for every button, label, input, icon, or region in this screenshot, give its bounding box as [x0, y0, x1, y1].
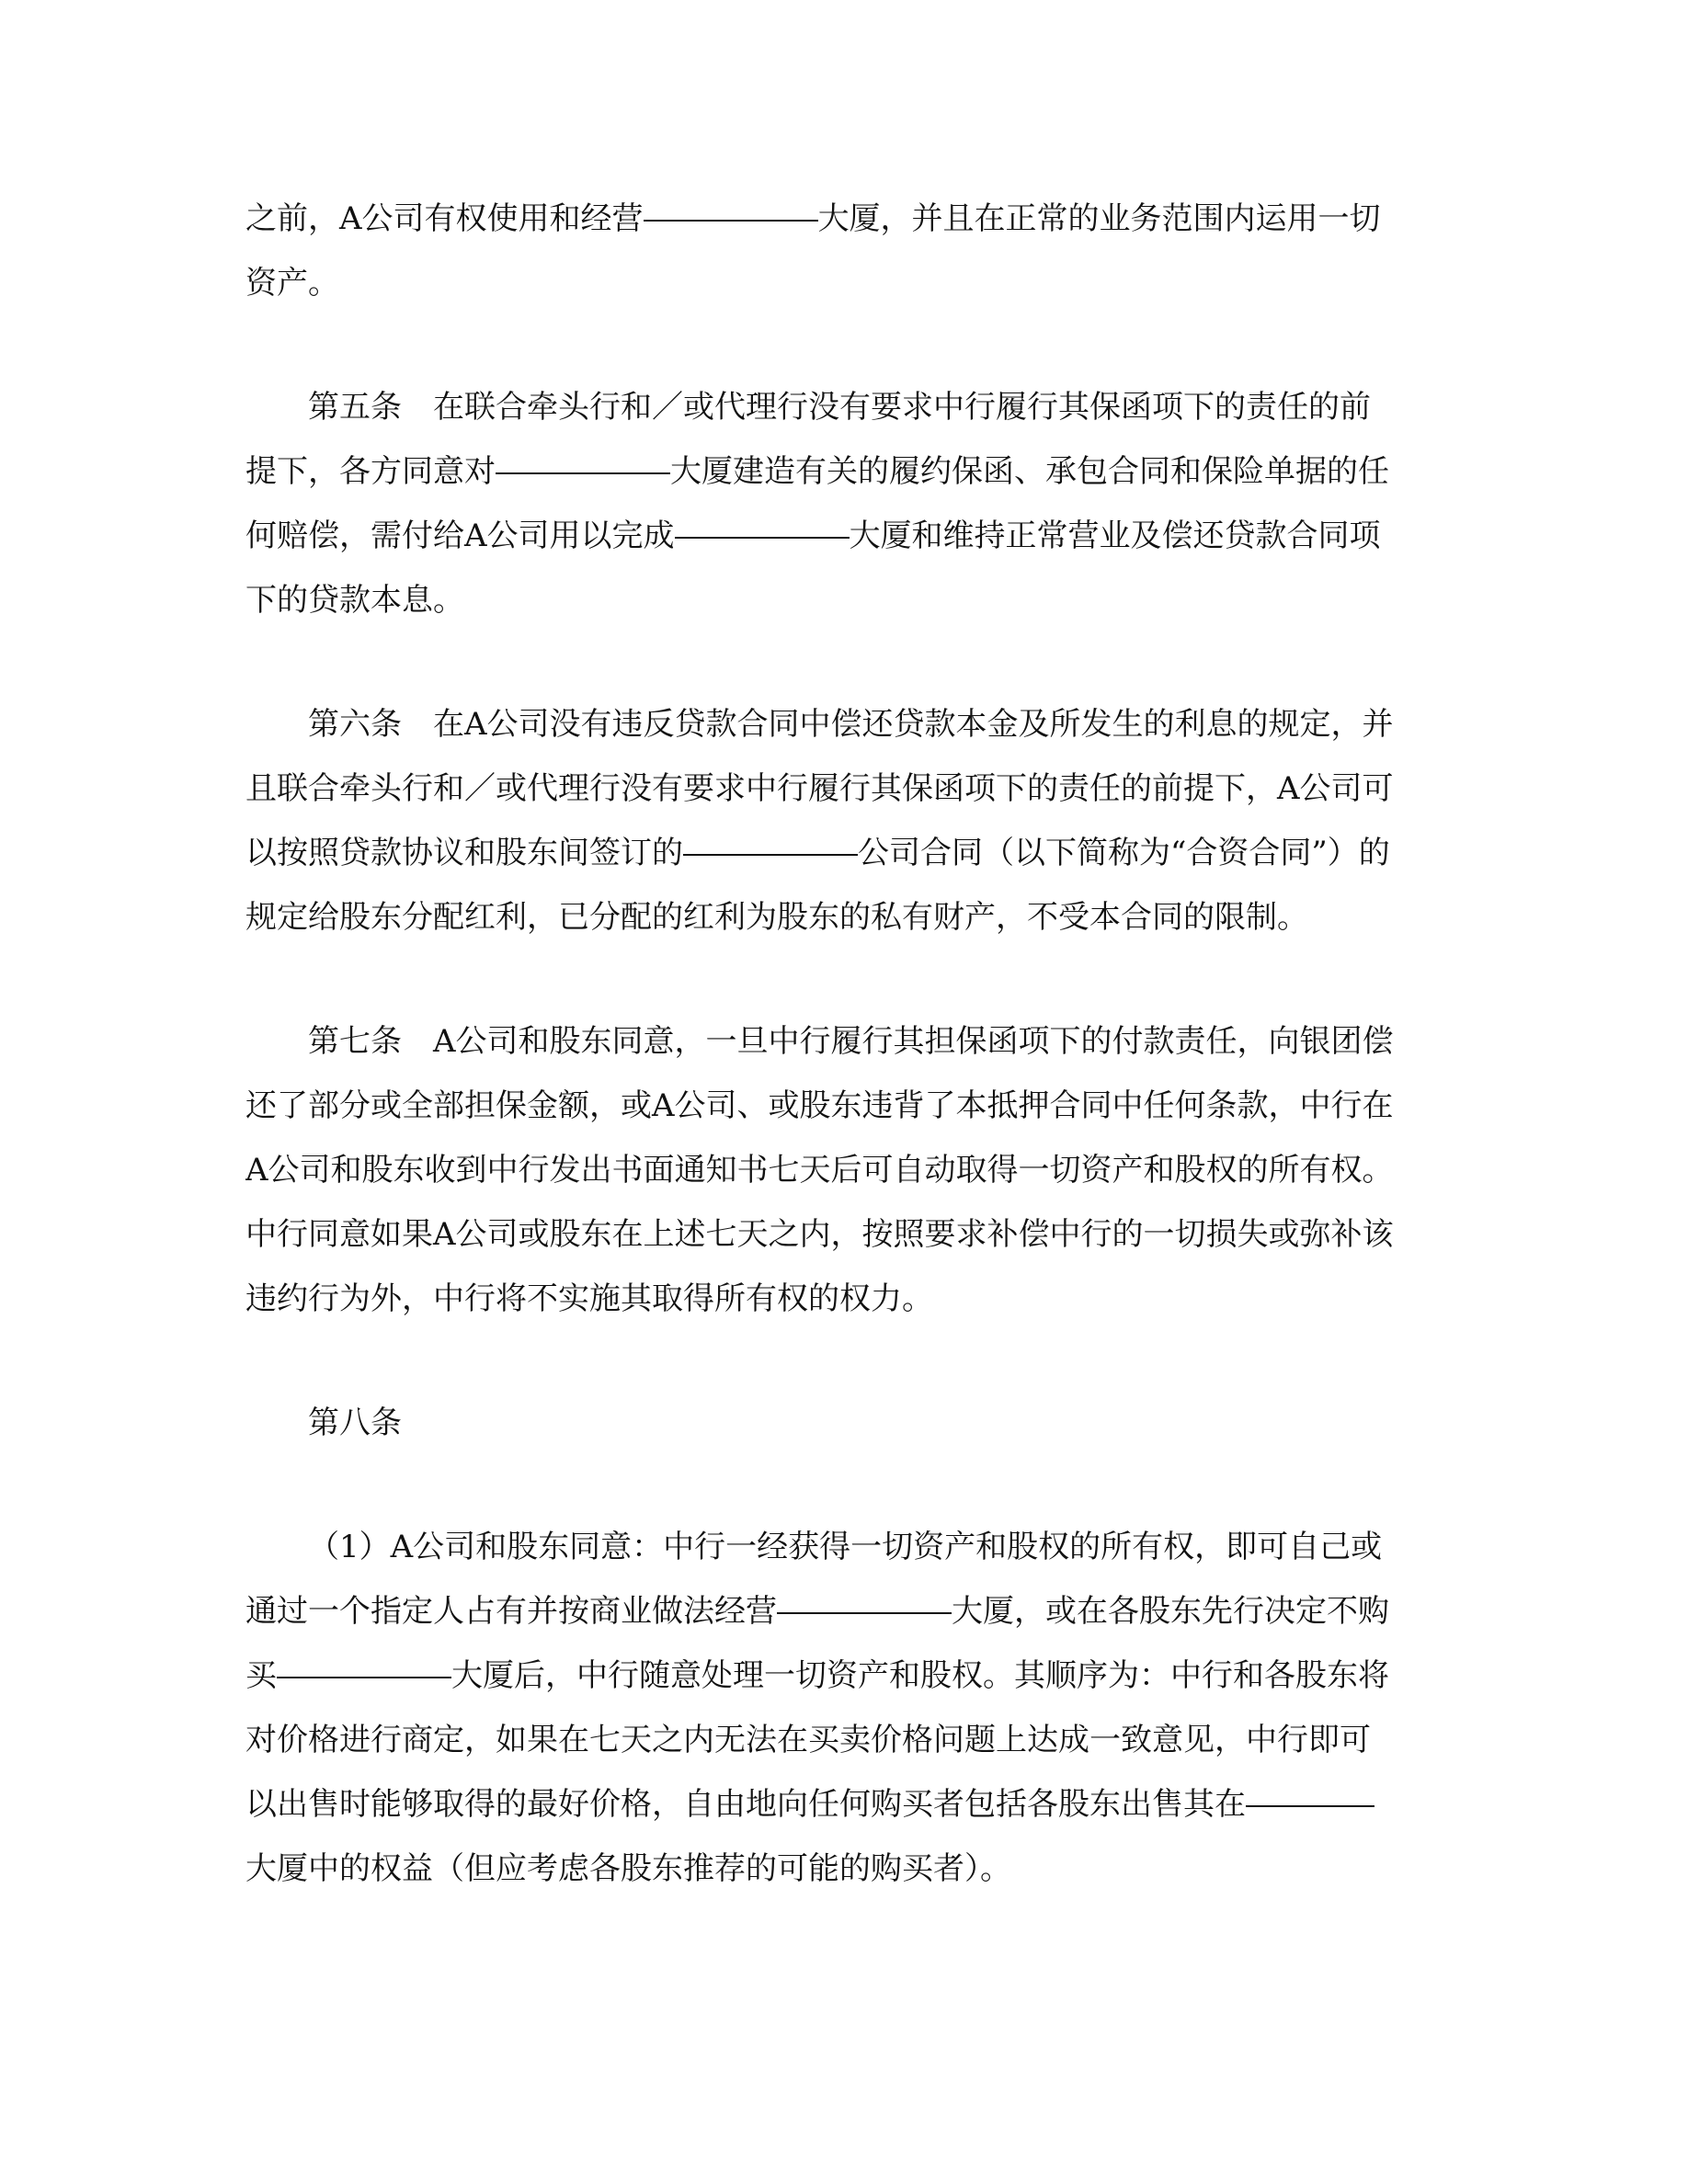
article-6-text-1: 在A公司没有违反贷款合同中偿还贷款本金及所发生的利息的规定，并: [433, 706, 1394, 743]
article-5-text-3a: 何赔偿，需付给A公司用以完成: [245, 518, 675, 554]
article-5-line-3: [245, 504, 1431, 568]
article-8-item-1-text-2a: 通过一个指定人占有并按商业做法经营: [245, 1593, 777, 1630]
article-7-text-5: 违约行为外，中行将不实施其取得所有权的权力。: [245, 1280, 933, 1317]
article-6-label: 第六条: [308, 706, 402, 743]
article-6-line-3: [245, 821, 1431, 885]
intro-text-2: 资产。: [245, 265, 339, 301]
article-7-line-2: [245, 1074, 1431, 1138]
article-7-text-1: A公司和股东同意，一旦中行履行其担保函项下的付款责任，向银团偿: [433, 1023, 1394, 1060]
article-7-line-1: [245, 1009, 1431, 1074]
article-6-text-4: 规定给股东分配红利，已分配的红利为股东的私有财产，不受本合同的限制。: [245, 899, 1308, 936]
article-7-line-4: [245, 1202, 1431, 1267]
article-7-label: 第七条: [308, 1023, 402, 1060]
intro-line-1: [245, 187, 1431, 251]
article-8-item-1-text-5: 以出售时能够取得的最好价格，自由地向任何购买者包括各股东出售其在: [245, 1786, 1246, 1823]
article-7-line-5: [245, 1267, 1431, 1331]
article-5-line-1: [245, 375, 1431, 439]
article-5-label: 第五条: [308, 389, 402, 426]
article-6-line-4: [245, 885, 1431, 950]
fill-blank: [1246, 1804, 1374, 1807]
article-5-text-1: 在联合牵头行和／或代理行没有要求中行履行其保函项下的责任的前: [433, 389, 1371, 426]
article-8-item-1-text-4: 对价格进行商定，如果在七天之内无法在买卖价格问题上达成一致意见，中行即可: [245, 1722, 1371, 1758]
article-7-text-4: 中行同意如果A公司或股东在上述七天之内，按照要求补偿中行的一切损失或弥补该: [245, 1216, 1394, 1253]
article-8-item-1-text-3a: 买: [245, 1657, 277, 1694]
article-6-text-3a: 以按照贷款协议和股东间签订的: [245, 835, 683, 871]
intro-text-1a: 之前，A公司有权使用和经营: [245, 200, 644, 237]
article-6-text-2: 且联合牵头行和／或代理行没有要求中行履行其保函项下的责任的前提下，A公司可: [245, 770, 1394, 807]
article-5-text-2a: 提下，各方同意对: [245, 453, 496, 490]
article-8-label: 第八条: [308, 1405, 402, 1441]
article-8-item-1-line-1: [245, 1515, 1431, 1579]
fill-blank: [644, 219, 818, 222]
article-8-item-1-line-2: [245, 1579, 1431, 1644]
fill-blank: [496, 472, 670, 474]
fill-blank: [683, 853, 858, 856]
article-8-item-1-line-5: [245, 1772, 1431, 1837]
article-8-item-1-text-2b: 大厦，或在各股东先行决定不购: [952, 1593, 1389, 1630]
article-8-item-1-text-6: 大厦中的权益（但应考虑各股东推荐的可能的购买者）。: [245, 1850, 1011, 1887]
fill-blank: [675, 536, 850, 539]
article-7-text-2: 还了部分或全部担保金额，或A公司、或股东违背了本抵押合同中任何条款，中行在: [245, 1087, 1394, 1124]
article-5-text-3b: 大厦和维持正常营业及偿还贷款合同项: [849, 518, 1381, 554]
article-5-text-2b: 大厦建造有关的履约保函、承包合同和保险单据的任: [670, 453, 1389, 490]
article-5-line-2: [245, 439, 1431, 504]
fill-blank: [777, 1611, 952, 1614]
article-7-text-3: A公司和股东收到中行发出书面通知书七天后可自动取得一切资产和股权的所有权。: [245, 1152, 1394, 1189]
article-8-item-1-line-3: [245, 1644, 1431, 1708]
article-6-line-1: [245, 692, 1431, 756]
article-8-item-1-text-1: （1）A公司和股东同意：中行一经获得一切资产和股权的所有权，即可自己或: [308, 1529, 1383, 1565]
article-8-heading: [245, 1391, 1431, 1455]
article-8-item-1-line-6: [245, 1837, 1431, 1901]
intro-line-2: [245, 251, 1431, 315]
fill-blank: [277, 1676, 451, 1678]
article-7-line-3: [245, 1138, 1431, 1202]
article-6-line-2: [245, 756, 1431, 821]
article-5-line-4: [245, 568, 1431, 632]
article-6-text-3b: 公司合同（以下简称为“合资合同”）的: [858, 835, 1390, 871]
article-5-text-4: 下的贷款本息。: [245, 582, 464, 619]
article-8-item-1-text-3b: 大厦后，中行随意处理一切资产和股权。其顺序为：中行和各股东将: [451, 1657, 1389, 1694]
article-8-item-1-line-4: [245, 1708, 1431, 1772]
intro-text-1b: 大厦，并且在正常的业务范围内运用一切: [817, 200, 1381, 237]
